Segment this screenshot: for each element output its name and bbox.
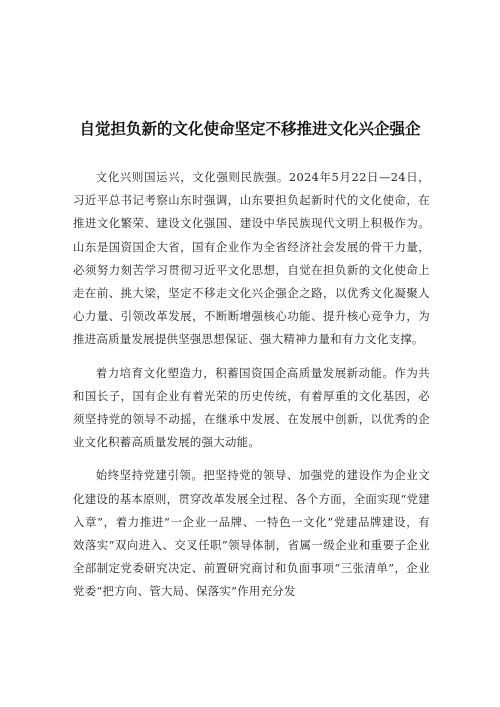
body-paragraph: 文化兴则国运兴，文化强则民族强。2024年5月22日—24日，习近平总书记考察山东时强调，山东要担负起新时代的文化使命，在推进文化繁荣、建设文化强国、建设中华民族现代文明上积极作为。山东是国资国企大省，国有企业作为全省经济社会发展的骨干力量，必须努力刻苦学习贯彻习近平文化思想，自觉在担负新的文化使命上走在前、挑大梁，坚定不移走文化兴企强企之路，以优秀文化凝聚人心力量、引领改革发展，不断断增强核心功能、提升核心竞争力，为推进高质量发展提供坚强思想保证、强大精神力量和有力文化支撑。 bbox=[73, 170, 430, 347]
body-paragraph: 着力培育文化塑造力，积蓄国资国企高质量发展新动能。作为共和国长子，国有企业有着光荣的历史传统，有着厚重的文化基因，必须坚持党的领导不动摇，在继承中发展、在发展中创新，以优秀的企业文化积蓄高质量发展的强大动能。 bbox=[73, 365, 430, 450]
document-title: 自觉担负新的文化使命坚定不移推进文化兴企强企 bbox=[79, 120, 421, 138]
document-body bbox=[73, 166, 430, 614]
body-paragraph: 始终坚持党建引领。把坚持党的领导、加强党的建设作为企业文化建设的基本原则，贯穿改革发展全过程、各个方面，全面实现“党建入章”，着力推进“一企业一品牌、一特色一文化”党建品牌建设，有效落实“双向进入、交叉任职”领导体制，省属一级企业和重要子企业全部制定党委研究决定、前置研究商讨和负面事项“三张清单”，企业党委“把方向、管大局、保落实”作用充分发 bbox=[73, 468, 430, 599]
